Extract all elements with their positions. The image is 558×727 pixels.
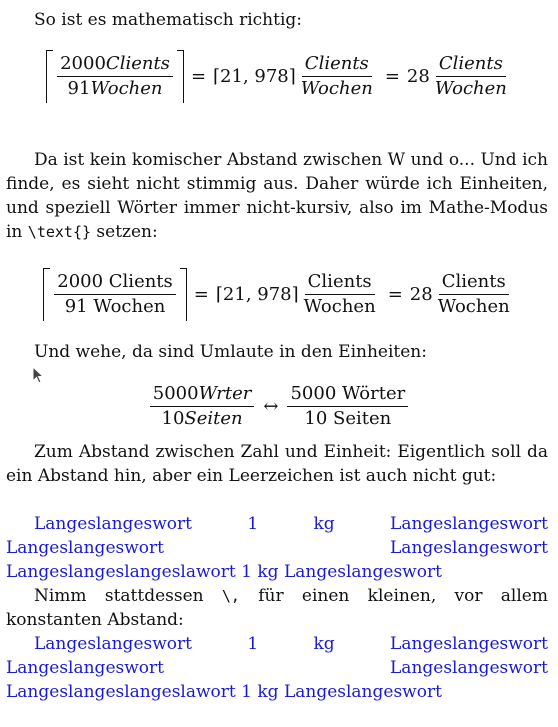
unit-fraction bbox=[301, 272, 379, 317]
fraction-denominator: 91 Wochen bbox=[64, 295, 166, 317]
ceiling-value: ⌈21, 978⌉ bbox=[213, 65, 296, 87]
unit-fraction bbox=[298, 54, 376, 99]
fraction-denominator-unit: Wochen bbox=[90, 77, 163, 99]
ceiling-value: ⌈21, 978⌉ bbox=[215, 283, 299, 305]
ceiling-bracket-left bbox=[46, 50, 53, 103]
paragraph-thin-space: Nimm stattdessen \, für einen kleinen, vor allem konstanten Abstand: bbox=[6, 586, 548, 630]
ceiling-bracket-right bbox=[180, 268, 187, 321]
fraction-numerator-unit: Clients bbox=[105, 52, 170, 74]
intro-text: So ist es mathematisch richtig: bbox=[34, 10, 302, 30]
unit-numerator: Clients bbox=[302, 54, 372, 77]
example-spaced-wrong: Langeslangeswort 1 kg Langeslangeswort Langeslangeswort Langeslangeswort Langeslangeslangeslawort 1 kg Langeslangeswort bbox=[6, 514, 548, 582]
unit-denominator: Wochen bbox=[300, 77, 373, 99]
example-spaced-correct: Langeslangeswort 1 kg Langeslangeswort Langeslangeswort Langeslangeswort Langeslangeslangeslawort 1 kg Langeslangeswort bbox=[6, 634, 548, 702]
inline-code-text: \text{} bbox=[27, 223, 92, 241]
inline-code-thin-space: \, bbox=[221, 587, 240, 605]
equals-sign-2: = bbox=[387, 283, 403, 305]
unit-numerator: Clients bbox=[305, 272, 375, 295]
paragraph-spacing: Zum Abstand zwischen Zahl und Einheit: Eigentlich soll da ein Abstand hin, aber ein Leerzeichen ist auch nicht gut: bbox=[6, 442, 548, 486]
fraction bbox=[54, 272, 176, 317]
ceiling-bracket-right bbox=[177, 50, 184, 103]
fraction-denominator-number: 91 bbox=[67, 77, 91, 99]
umlaut-text: Und wehe, da sind Umlaute in den Einheiten: bbox=[34, 342, 427, 362]
ceiling-fraction bbox=[43, 268, 187, 321]
right-numerator: 5000 Wörter bbox=[287, 384, 408, 407]
equals-sign-2: = bbox=[384, 65, 400, 87]
unit-denominator: Wochen bbox=[303, 295, 376, 317]
right-fraction bbox=[287, 384, 408, 429]
right-denominator: 10 Seiten bbox=[304, 407, 392, 429]
result-value: 28 bbox=[406, 65, 430, 87]
equation-upright bbox=[0, 264, 558, 324]
equation-italic bbox=[0, 46, 558, 106]
left-denominator-number: 10 bbox=[161, 407, 185, 429]
left-numerator-unit: Wrter bbox=[198, 382, 252, 404]
result-value: 28 bbox=[409, 283, 433, 305]
equals-sign: = bbox=[193, 283, 209, 305]
fraction-numerator: 2000 Clients bbox=[54, 272, 176, 295]
result-unit-fraction bbox=[435, 272, 513, 317]
equation-umlaut bbox=[0, 378, 558, 434]
result-unit-denominator: Wochen bbox=[437, 295, 510, 317]
ceiling-bracket-left bbox=[43, 268, 50, 321]
fraction bbox=[57, 54, 173, 99]
ceiling-fraction bbox=[46, 50, 184, 103]
fraction-numerator-number: 2000 bbox=[60, 52, 106, 74]
result-unit-fraction bbox=[432, 54, 510, 99]
result-unit-numerator: Clients bbox=[436, 54, 506, 77]
paragraph-explanation: Da ist kein komischer Abstand zwischen W und o... Und ich finde, es sieht nicht stimmig aus. Daher würde ich Einheiten, und speziell Wörter immer nicht-kursiv, also im Mathe-Modus in \text{} setzen: bbox=[6, 150, 548, 242]
left-denominator-unit: Seiten bbox=[184, 407, 243, 429]
left-fraction bbox=[150, 384, 255, 429]
result-unit-numerator: Clients bbox=[439, 272, 509, 295]
result-unit-denominator: Wochen bbox=[434, 77, 507, 99]
left-numerator-number: 5000 bbox=[152, 382, 199, 404]
equals-sign: = bbox=[190, 65, 207, 87]
left-right-arrow-icon: ↔ bbox=[263, 395, 279, 417]
